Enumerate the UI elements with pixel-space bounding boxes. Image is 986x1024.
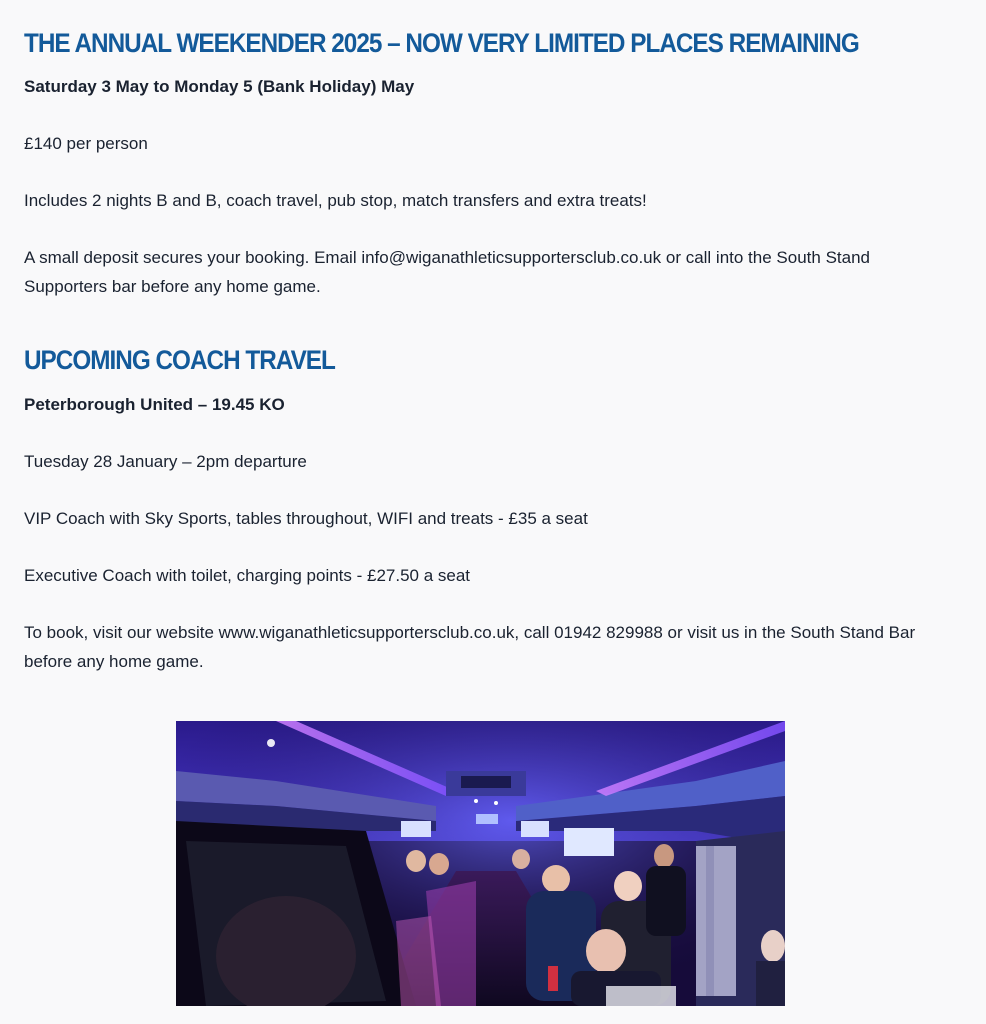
weekender-includes: Includes 2 nights B and B, coach travel, pub stop, match transfers and extra treats! — [24, 191, 647, 210]
weekender-deposit: A small deposit secures your booking. Email info@wiganathleticsupportersclub.co.uk or call into the South Stand Supporters bar before any home game. — [24, 248, 870, 296]
weekender-dates: Saturday 3 May to Monday 5 (Bank Holiday) May — [24, 77, 415, 96]
coach-interior-photo — [176, 721, 785, 1006]
coach-executive-option: Executive Coach with toilet, charging points - £27.50 a seat — [24, 566, 471, 585]
coach-travel-heading: UPCOMING COACH TRAVEL — [24, 345, 335, 375]
coach-vip-option: VIP Coach with Sky Sports, tables throughout, WIFI and treats - £35 a seat — [24, 509, 588, 528]
coach-match: Peterborough United – 19.45 KO — [24, 395, 285, 414]
coach-booking-info: To book, visit our website www.wiganathleticsupportersclub.co.uk, call 01942 829988 or visit us in the South Stand Bar before any home game. — [24, 623, 916, 671]
coach-departure: Tuesday 28 January – 2pm departure — [24, 452, 307, 471]
weekender-price: £140 per person — [24, 134, 148, 153]
weekender-heading: THE ANNUAL WEEKENDER 2025 – NOW VERY LIMITED PLACES REMAINING — [24, 28, 859, 58]
